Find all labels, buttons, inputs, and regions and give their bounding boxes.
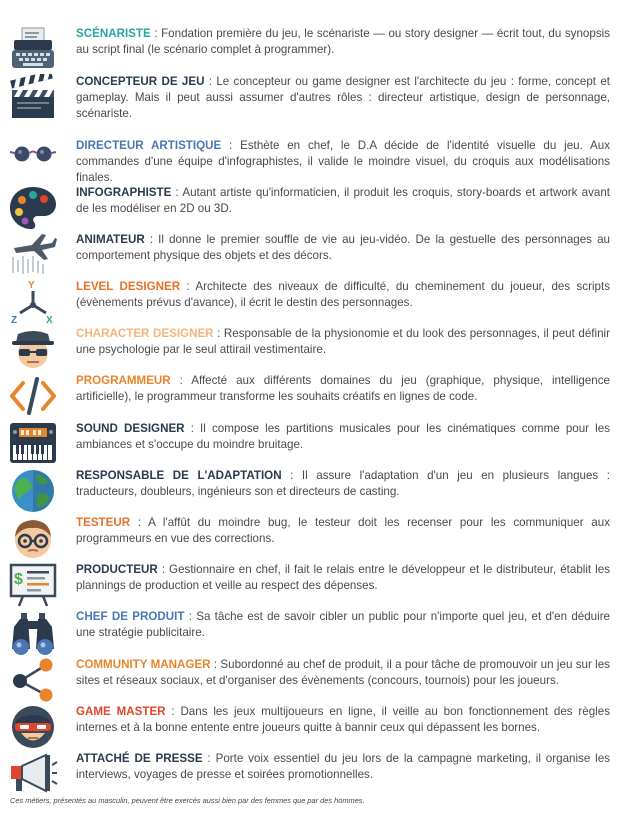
role-description: : Gestionnaire en chef, il fait le relais entre le développeur et le distributeur, établit les plannings de production et veille au respect des dépenses.: [76, 563, 610, 592]
role-description: : Esthète en chef, le D.A décide de l'identité visuelle du jeu. Aux commandes d'une équipe d'infographistes, il valide le moindre visuel, du croquis aux modélisations finales.: [76, 139, 610, 184]
code-icon: [8, 373, 58, 419]
role-description: : A l'affût du moindre bug, le testeur doit les recenser pour les communiquer aux programmeurs en vue des corrections.: [76, 516, 610, 545]
role-description: : Responsable de la physionomie et du look des personnages, il peut définir une psychologie par le seul attirail vestimentaire.: [76, 327, 610, 356]
role-description: : Le concepteur ou game designer est l'architecte du jeu : forme, concept et gameplay. Mais il peut aussi assumer d'autres rôles : directeur artistique, design de personnage, scénariste.: [76, 75, 611, 120]
role-title: INFOGRAPHISTE: [76, 186, 172, 199]
role-description: : Affecté aux différents domaines du jeu (graphique, physique, intelligence artificielle), le programmeur transforme les souhaits créatifs en lignes de code.: [76, 374, 610, 403]
role-description: : Il donne le premier souffle de vie au jeu-vidéo. De la gestuelle des personnages au comportement physique des objets et des décors.: [76, 233, 610, 262]
share-icon: [8, 657, 58, 703]
masked-hero-icon: [8, 704, 58, 750]
role-title: ANIMATEUR: [76, 233, 145, 246]
palette-icon: [8, 185, 58, 231]
svg-text:$: $: [14, 571, 23, 588]
xyz-axes-icon: [8, 279, 58, 325]
role-description: : Subordonné au chef de produit, il a pour tâche de promouvoir un jeu sur les sites et réseaux sociaux, et d'organiser des évènements (concours, tournois) pour les joueurs.: [76, 658, 610, 687]
role-title: GAME MASTER: [76, 705, 166, 718]
svg-text:Y: Y: [28, 280, 35, 291]
role-description: : Sa tâche est de savoir cibler un public pour n'importe quel jeu, et d'en déduire une stratégie publicitaire.: [76, 610, 610, 639]
role-description: : Il assure l'adaptation d'un jeu en plusieurs langues : traducteurs, doubleurs, ingénieurs son et directeurs de casting.: [76, 469, 610, 498]
role-title: SOUND DESIGNER: [76, 422, 185, 435]
glasses-icon: [8, 138, 58, 184]
role-description: : Porte voix essentiel du jeu lors de la campagne marketing, il organise les interviews, voyages de presse et soirées promotionnelles.: [76, 752, 610, 781]
role-title: SCÉNARISTE: [76, 27, 151, 40]
role-description: : Il compose les partitions musicales pour les cinématiques comme pour les ambiances et s'occupe du moindre bruitage.: [76, 422, 610, 451]
role-description: : Dans les jeux multijoueurs en ligne, il veille au bon fonctionnement des règles internes et à la bonne entente entre joueurs quitte à bannir ceux qui dépassent les bornes.: [76, 705, 610, 734]
binoculars-icon: [8, 609, 58, 655]
clapperboard-icon: [8, 74, 58, 120]
role-title: CONCEPTEUR DE JEU: [76, 75, 205, 88]
typewriter-icon: [8, 26, 58, 72]
role-title: CHEF DE PRODUIT: [76, 610, 185, 623]
role-title: CHARACTER DESIGNER: [76, 327, 214, 340]
role-title: PRODUCTEUR: [76, 563, 158, 576]
role-title: RESPONSABLE DE L'ADAPTATION: [76, 469, 282, 482]
tester-icon: [8, 515, 58, 561]
spy-icon: [8, 326, 58, 372]
role-title: TESTEUR: [76, 516, 131, 529]
synthesizer-icon: [8, 421, 58, 467]
role-title: DIRECTEUR ARTISTIQUE: [76, 139, 222, 152]
role-description: : Fondation première du jeu, le scénariste — ou story designer — écrit tout, du synopsis au script final (le scénario complet à programmer).: [76, 27, 610, 56]
role-title: COMMUNITY MANAGER: [76, 658, 211, 671]
role-title: LEVEL DESIGNER: [76, 280, 181, 293]
svg-text:X: X: [46, 315, 53, 325]
role-title: PROGRAMMEUR: [76, 374, 171, 387]
presentation-board-icon: [8, 562, 58, 608]
airplane-icon: [8, 232, 58, 278]
role-description: : Autant artiste qu'informaticien, il produit les croquis, story-boards et artwork avant de les modéliser en 2D ou 3D.: [76, 186, 610, 215]
globe-icon: [8, 468, 58, 514]
role-title: ATTACHÉ DE PRESSE: [76, 752, 203, 765]
svg-text:Z: Z: [11, 315, 18, 325]
footnote: Ces métiers, présentés au masculin, peuvent être exercés aussi bien par des femmes que par des hommes.: [10, 796, 365, 805]
megaphone-icon: [8, 751, 58, 797]
role-description: : Architecte des niveaux de difficulté, du cheminement du joueur, des scripts (évènements prévus d'avance), il écrit le destin des personnages.: [76, 280, 610, 309]
